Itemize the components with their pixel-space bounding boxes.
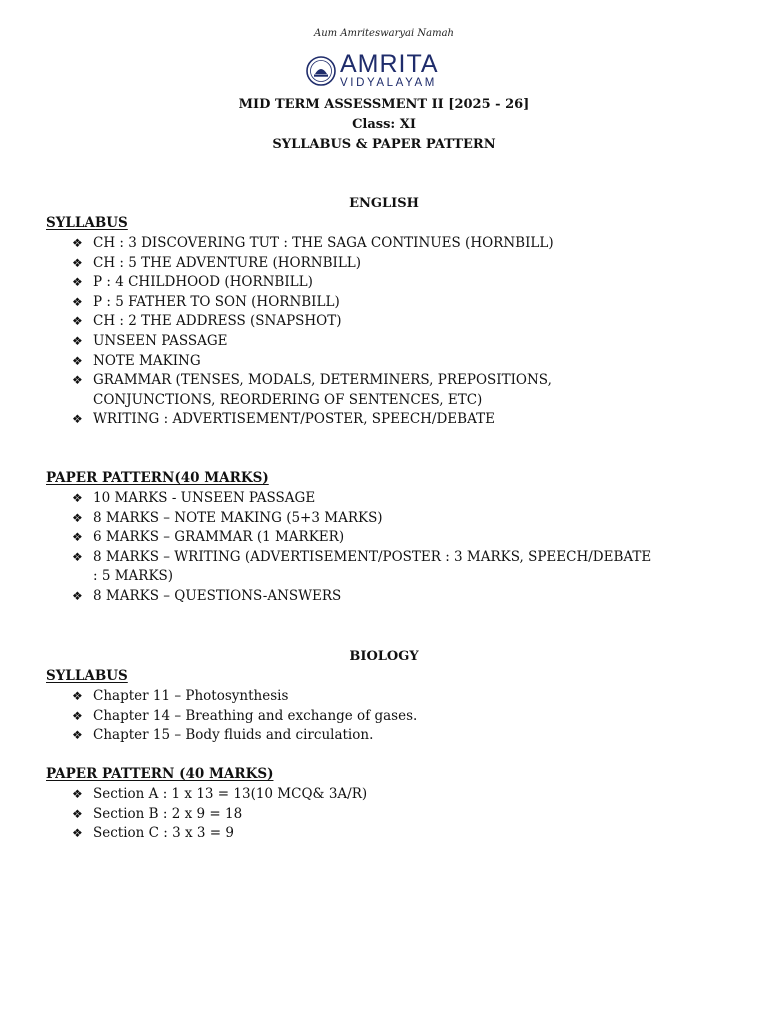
biology-syllabus-list — [72, 687, 417, 746]
list-item: ❖ 6 MARKS – GRAMMAR (1 MARKER) — [72, 528, 651, 548]
diamond-bullet-icon: ❖ — [72, 314, 83, 329]
diamond-bullet-icon: ❖ — [72, 236, 83, 250]
list-item: ❖ GRAMMAR (TENSES, MODALS, DETERMINERS, PREPOSITIONS, — [72, 371, 554, 391]
diamond-bullet-icon: ❖ — [72, 294, 83, 309]
class-line: Class: XI — [352, 117, 416, 132]
logo-subtitle: VIDYALAYAM — [340, 77, 437, 89]
diamond-bullet-icon: ❖ — [72, 588, 83, 603]
biology-pattern-list — [72, 785, 367, 844]
diamond-bullet-icon: ❖ — [72, 806, 83, 821]
list-item: ❖ P : 4 CHILDHOOD (HORNBILL) — [72, 273, 554, 293]
diamond-bullet-icon: ❖ — [72, 353, 83, 368]
list-item: ❖ Chapter 14 – Breathing and exchange of gases. — [72, 707, 417, 727]
diamond-bullet-icon: ❖ — [72, 333, 83, 348]
list-item: ❖ Section C : 3 x 3 = 9 — [72, 824, 367, 844]
biology-pattern-heading: PAPER PATTERN (40 MARKS) — [46, 766, 274, 782]
list-item: ❖ Chapter 15 – Body fluids and circulation. — [72, 726, 417, 746]
list-item: ❖ 8 MARKS – NOTE MAKING (5+3 MARKS) — [72, 509, 651, 529]
school-logo — [306, 52, 439, 90]
list-item: ❖ Chapter 11 – Photosynthesis — [72, 687, 417, 707]
list-item-continuation: : 5 MARKS) — [93, 568, 174, 585]
english-syllabus-heading: SYLLABUS — [46, 215, 128, 231]
list-item: ❖ P : 5 FATHER TO SON (HORNBILL) — [72, 293, 554, 313]
english-syllabus-list — [72, 234, 554, 430]
subject-title-biology: BIOLOGY — [349, 649, 419, 664]
list-item: ❖ 8 MARKS – QUESTIONS-ANSWERS — [72, 587, 651, 607]
list-item: ❖ WRITING : ADVERTISEMENT/POSTER, SPEECH/DEBATE — [72, 410, 554, 430]
diamond-bullet-icon: ❖ — [72, 373, 83, 388]
english-pattern-heading: PAPER PATTERN(40 MARKS) — [46, 470, 269, 486]
diamond-bullet-icon: ❖ — [72, 255, 83, 270]
list-item: ❖ 10 MARKS - UNSEEN PASSAGE — [72, 489, 651, 509]
tagline: Aum Amriteswaryai Namah — [314, 28, 454, 39]
exam-title: MID TERM ASSESSMENT II [2025 - 26] — [238, 97, 530, 112]
list-item: ❖ UNSEEN PASSAGE — [72, 332, 554, 352]
english-pattern-list — [72, 489, 651, 607]
list-item: ❖ CH : 5 THE ADVENTURE (HORNBILL) — [72, 254, 554, 274]
diamond-bullet-icon: ❖ — [72, 728, 83, 743]
diamond-bullet-icon: ❖ — [72, 275, 83, 290]
diamond-bullet-icon: ❖ — [72, 689, 83, 703]
diamond-bullet-icon: ❖ — [72, 787, 83, 801]
document-subtitle: SYLLABUS & PAPER PATTERN — [272, 137, 496, 152]
list-item: ❖ Section A : 1 x 13 = 13(10 MCQ& 3A/R) — [72, 785, 367, 805]
diamond-bullet-icon: ❖ — [72, 708, 83, 723]
diamond-bullet-icon: ❖ — [72, 826, 83, 841]
diamond-bullet-icon: ❖ — [72, 549, 83, 564]
diamond-bullet-icon: ❖ — [72, 510, 83, 525]
emblem-icon — [306, 56, 336, 86]
list-item: ❖ CH : 2 THE ADDRESS (SNAPSHOT) — [72, 312, 554, 332]
list-item: ❖ NOTE MAKING — [72, 352, 554, 372]
subject-title-english: ENGLISH — [349, 196, 419, 211]
biology-syllabus-heading: SYLLABUS — [46, 668, 128, 684]
diamond-bullet-icon: ❖ — [72, 412, 83, 427]
list-item: ❖ 8 MARKS – WRITING (ADVERTISEMENT/POSTER : 3 MARKS, SPEECH/DEBATE — [72, 548, 651, 568]
diamond-bullet-icon: ❖ — [72, 491, 83, 505]
list-item-continuation: CONJUNCTIONS, REORDERING OF SENTENCES, ETC) — [93, 391, 483, 408]
diamond-bullet-icon: ❖ — [72, 530, 83, 545]
list-item: ❖ Section B : 2 x 9 = 18 — [72, 805, 367, 825]
logo-title: AMRITA — [340, 50, 439, 78]
list-item: ❖ CH : 3 DISCOVERING TUT : THE SAGA CONTINUES (HORNBILL) — [72, 234, 554, 254]
